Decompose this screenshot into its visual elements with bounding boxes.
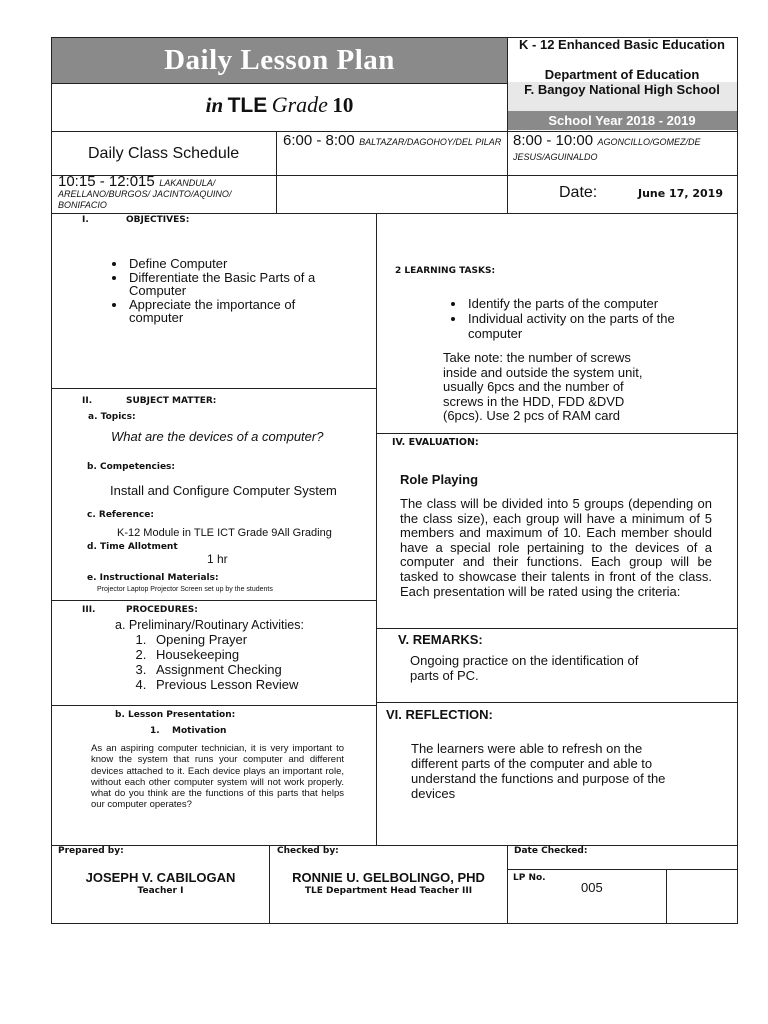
subject-heading: SUBJECT MATTER:: [126, 396, 217, 406]
slot2-sections: AGONCILLO/GOMEZ/DE JESUS/AGUINALDO: [513, 137, 701, 162]
prelim-item: 1. Opening Prayer: [150, 632, 358, 647]
hdr-h2: [52, 131, 738, 132]
slot2-time: 8:00 - 10:00: [513, 132, 594, 149]
time-allotment-value: 1 hr: [207, 552, 228, 566]
lp-label: LP No.: [513, 873, 546, 883]
right-h-tasks: [376, 433, 737, 434]
evaluation-subheading: Role Playing: [400, 472, 479, 487]
learning-tasks-note: Take note: the number of screws inside and outside the system unit, usually 6pcs and the number of screws in the HDD, FDD &DVD (6pcs). Use 2 pcs of RAM card: [443, 350, 643, 424]
motivation-label: Motivation: [172, 726, 227, 736]
hdr-h1: [52, 83, 507, 84]
sched-v1: [276, 131, 277, 213]
slot1-sections: BALTAZAR/DAGOHOY/DEL PILAR: [359, 137, 502, 147]
footer-v2: [507, 845, 508, 924]
left-h-procedures: [52, 705, 376, 706]
hdr-h4: [52, 213, 738, 214]
footer-h1: [52, 845, 738, 846]
materials-value: Projector Laptop Projector Screen set up by the students: [97, 586, 273, 593]
prelim-item: 2. Housekeeping: [150, 647, 358, 662]
evaluation-text: The class will be divided into 5 groups (depending on the class size), each group will have a minimum of 5 members and maximum of 10. Each member should have a special role pertaining to the devices of a computer and their functions. Each group will be tasked to showcase their talents in front of the class. Each presentation will be rated using the criteria:: [400, 496, 712, 599]
checked-role: TLE Department Head Teacher III: [304, 886, 473, 896]
prelim-item: 3. Assignment Checking: [150, 662, 358, 677]
slot3: [58, 173, 272, 210]
motivation-text: As an aspiring computer technician, it is very important to know the system that runs your computer and different devices attached to it. Each device plays an important role, without each other computer system will not work properly. what do you think are the functions of this parts that helps our computer operates?: [91, 743, 344, 811]
objective-item: • Differentiate the Basic Parts of a Computer: [127, 271, 343, 298]
competencies-value: Install and Configure Computer System: [110, 483, 337, 498]
slot2: [513, 134, 735, 164]
slot3-time: 10:15 - 12:015: [58, 173, 155, 190]
checked-label: Checked by:: [277, 846, 339, 856]
reference-value: K-12 Module in TLE ICT Grade 9All Grading: [117, 527, 332, 539]
objective-item: • Define Computer: [127, 257, 343, 271]
objectives-heading: OBJECTIVES:: [126, 215, 190, 225]
right-h-remarks: [376, 702, 737, 703]
motivation-num: 1.: [150, 726, 160, 736]
reflection-text: The learners were able to refresh on the different parts of the computer and able to understand the functions and purpose of the devices: [411, 741, 666, 801]
objectives-list: [103, 257, 343, 325]
slot1-time: 6:00 - 8:00: [283, 132, 355, 149]
frame-right: [737, 37, 738, 924]
reflection-heading: VI. REFLECTION:: [386, 707, 493, 722]
left-h-objectives: [52, 388, 376, 389]
checked-name: RONNIE U. GELBOLINGO, PHD: [292, 870, 485, 885]
slot3-sections: LAKANDULA/ ARELLANO/BURGOS/ JACINTO/AQUINO/ BONIFACIO: [58, 178, 232, 210]
procedures-num: III.: [82, 605, 96, 615]
frame-bottom: [51, 923, 738, 924]
topics-label: a. Topics:: [88, 412, 136, 422]
date-checked-label: Date Checked:: [514, 846, 588, 856]
evaluation-heading: IV. EVALUATION:: [392, 437, 479, 448]
right-h-eval: [376, 628, 737, 629]
grade-word: Grade: [271, 92, 328, 117]
lp-value: 005: [581, 880, 603, 895]
schedule-label: Daily Class Schedule: [88, 145, 240, 162]
time-allotment-label: d. Time Allotment: [87, 542, 178, 552]
in-word: in: [205, 93, 224, 117]
prepared-label: Prepared by:: [58, 846, 124, 856]
school-label: F. Bangoy National High School: [524, 82, 720, 97]
subject-name: TLE: [227, 94, 268, 117]
document-title: Daily Lesson Plan: [164, 44, 395, 76]
learning-tasks-list: [442, 296, 682, 341]
k12-label: K - 12 Enhanced Basic Education: [519, 37, 725, 52]
slot1: [283, 134, 505, 149]
procedures-heading: PROCEDURES:: [126, 605, 198, 615]
prelim-label: a. Preliminary/Routinary Activities:: [115, 618, 304, 632]
prepared-role: Teacher I: [137, 886, 184, 896]
grade-number: 10: [332, 93, 354, 117]
footer-h2: [507, 869, 738, 870]
competencies-label: b. Competencies:: [87, 462, 176, 472]
remarks-heading: V. REMARKS:: [398, 632, 483, 647]
objectives-num: I.: [82, 215, 89, 225]
date-value: June 17, 2019: [638, 187, 723, 200]
subject-num: II.: [82, 396, 93, 406]
prepared-name: JOSEPH V. CABILOGAN: [85, 870, 236, 885]
left-h-subject: [52, 600, 376, 601]
learning-tasks-heading: 2 LEARNING TASKS:: [395, 266, 496, 276]
footer-v3: [666, 869, 667, 924]
objective-item: • Appreciate the importance of computer: [127, 298, 343, 325]
prelim-list: [128, 632, 358, 692]
reference-label: c. Reference:: [87, 510, 154, 520]
learning-task-item: • Identify the parts of the computer: [466, 296, 682, 311]
lesson-presentation-label: b. Lesson Presentation:: [115, 710, 236, 720]
department-label: Department of Education: [544, 67, 700, 82]
learning-task-item: • Individual activity on the parts of the computer: [466, 311, 682, 341]
topics-value: What are the devices of a computer?: [111, 429, 324, 444]
school-year-label: School Year 2018 - 2019: [548, 113, 696, 128]
frame-left: [51, 37, 52, 924]
remarks-text: Ongoing practice on the identification of parts of PC.: [410, 653, 639, 683]
subject-line: [52, 92, 507, 118]
date-label: Date:: [559, 184, 598, 201]
materials-label: e. Instructional Materials:: [87, 573, 219, 583]
prelim-item: 4. Previous Lesson Review: [150, 677, 358, 692]
body-center-v: [376, 213, 377, 845]
